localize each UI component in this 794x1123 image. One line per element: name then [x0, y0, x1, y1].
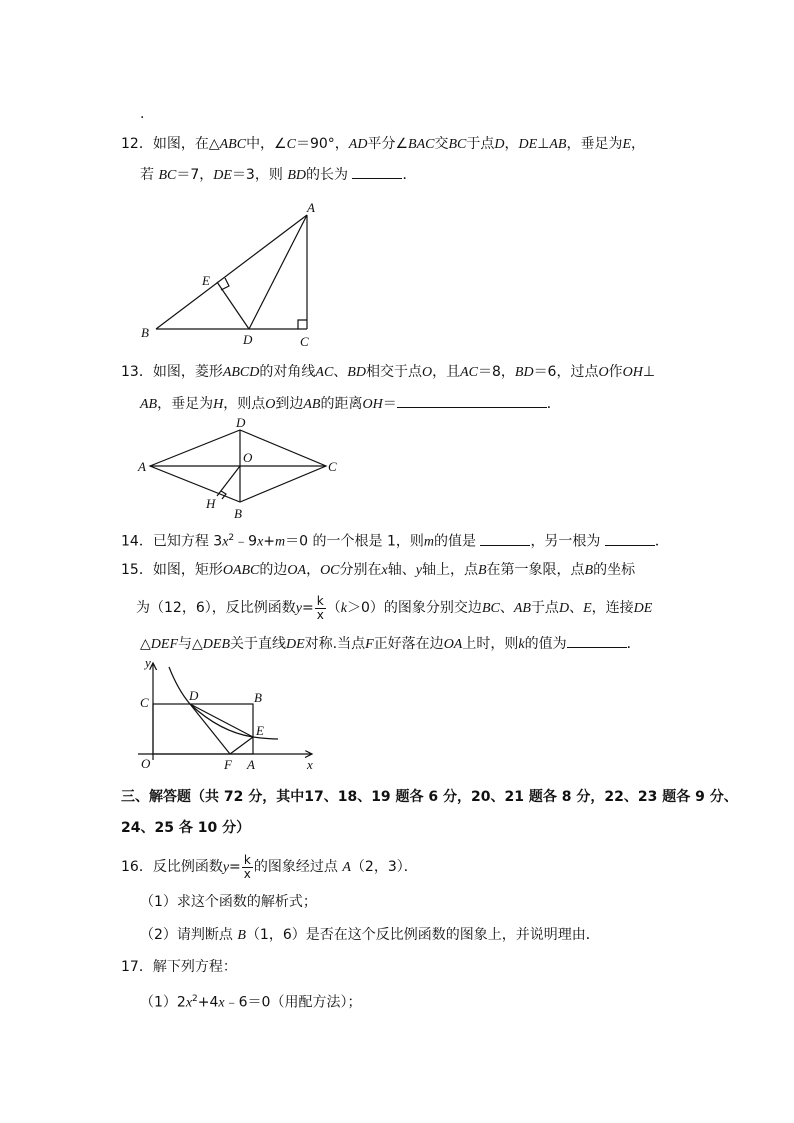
q13-text: ，且 [432, 364, 461, 380]
q12-var: D [494, 137, 505, 152]
q15-var: OA [287, 563, 307, 578]
q13-label-o: O [243, 450, 253, 465]
q15-label-b: B [254, 690, 262, 705]
q15-text: 的边 [259, 562, 288, 578]
q15-var: x [381, 563, 388, 578]
q13-text: ＝8， [477, 364, 515, 380]
q15-text: 为（12，6），反比例函数 [136, 600, 296, 616]
q15-var: k [340, 601, 348, 616]
q15-text: ． [626, 636, 641, 652]
q17-number: 17． [121, 959, 153, 975]
q14-text: ，另一根为 [530, 533, 601, 550]
q15-var: DEF [150, 637, 178, 652]
q12-label-d: D [243, 332, 253, 347]
q13-label-c: C [328, 459, 337, 474]
q13-var: AC [315, 365, 334, 380]
q12-text: ＝7， [176, 167, 214, 183]
q15-var: k [518, 637, 525, 652]
q13-text: 作 [608, 364, 623, 380]
q13-var: OH [622, 365, 643, 380]
q15-label-x: x [307, 757, 313, 772]
q13-label-d: D [236, 415, 246, 430]
q15-var: F [365, 637, 374, 652]
q17-line [121, 957, 237, 977]
q16-var: B [237, 928, 246, 943]
q13-var: OH [362, 397, 383, 412]
q13-label-b: B [234, 506, 242, 521]
q15-text: ，连接 [591, 600, 634, 616]
q15-text: 在第一象限，点 [486, 562, 585, 578]
q13-var: ABCD [222, 365, 260, 380]
q15-var: DEB [202, 637, 230, 652]
q12-label-a: A [307, 200, 315, 215]
q13-text: ． [546, 396, 561, 412]
q15-label-y: y [145, 655, 151, 670]
q12-text: 平分∠ [367, 136, 409, 152]
q15-text: 正好落在边 [373, 636, 444, 652]
q16-text: = [229, 859, 241, 875]
q15-var: OABC [222, 563, 260, 578]
q16-line [121, 853, 418, 882]
q15-text: 的值为 [524, 636, 567, 652]
q14-var: m [275, 534, 286, 550]
q15-var: E [583, 601, 592, 616]
q15-text: 上时，则 [462, 636, 519, 652]
q12-text: 中，∠ [246, 136, 287, 152]
q12-var: AD [348, 137, 368, 152]
q16-number: 16． [121, 859, 153, 875]
q13-label-h: H [206, 496, 216, 511]
q16-part2 [140, 925, 600, 946]
q13-text: 相交于点 [365, 364, 422, 380]
q15-text: 轴上，点 [421, 562, 478, 578]
fraction-numerator: k [315, 595, 326, 609]
q15-text: = [301, 600, 314, 616]
q12-label-e: E [202, 273, 210, 288]
q17-var: x [185, 995, 193, 1011]
q15-label-d: D [189, 688, 199, 703]
q15-text: （ [326, 600, 341, 616]
q13-text: ＝6，过点 [533, 364, 599, 380]
q15-var: B [584, 563, 594, 578]
q12-text: 若 [140, 167, 154, 183]
q15-label-o: O [141, 756, 151, 771]
q17-text: （1）2 [140, 994, 186, 1011]
q17-var: x [218, 995, 225, 1011]
q12-var: E [622, 137, 632, 152]
section3-heading-line2: 24、25 各 10 分） [121, 820, 251, 836]
q13-var: BD [347, 365, 366, 380]
q12-var: BC [448, 137, 467, 152]
q15-label-f: F [224, 757, 232, 772]
q16-text: （1，6）是否在这个反比例函数的图象上，并说明理由． [245, 927, 600, 943]
q15-text: ＞0）的图象分别交边 [347, 600, 482, 616]
q12-number: 12． [121, 136, 153, 152]
q15-text: 如图，矩形 [152, 562, 223, 578]
q15-text: △ [140, 636, 151, 652]
q14-text: + [263, 533, 276, 550]
q12-text: ＝90°， [295, 136, 349, 152]
q12-label-b: B [141, 325, 149, 340]
section3-heading-line1: 三、解答题（共 72 分，其中17、18、19 题各 6 分，20、21 题各 8 分，22、23 题各 9 分、 [121, 789, 738, 805]
q13-text: ⊥ [642, 364, 656, 380]
q17-text: 解下列方程： [152, 959, 237, 975]
q12-var: DE [213, 168, 232, 183]
q17-part1 [140, 989, 361, 1014]
q12-var: ABC [219, 137, 247, 152]
q13-var: AC [460, 365, 478, 380]
q12-var: DE [518, 137, 538, 152]
q12-var: BD [287, 168, 306, 183]
q15-text: 、 [569, 600, 584, 616]
q15-text: 分别在 [339, 562, 382, 578]
q15-var: BC [481, 601, 500, 616]
q15-text: 关于直线 [230, 636, 286, 652]
q14-var: x [222, 534, 229, 550]
q13-var: O [598, 365, 609, 380]
fraction-numerator: k [242, 854, 253, 868]
q13-text: ，垂足为 [157, 396, 214, 412]
q13-text: ＝ [382, 396, 397, 412]
q12-var: BC [158, 168, 177, 183]
q13-var: AB [303, 397, 321, 412]
q15-label-e: E [256, 723, 264, 738]
q12-var: BAC [408, 137, 435, 152]
q15-text: 轴、 [387, 562, 416, 578]
q13-var: O [421, 365, 433, 380]
q12-var: C [286, 137, 296, 152]
q14-number: 14． [121, 533, 153, 550]
q13-text: 、 [333, 364, 348, 380]
q16-var: y [222, 860, 230, 875]
q12-text: ＝3，则 [231, 167, 283, 183]
q14-text: ． [654, 533, 669, 550]
leading-dot: . [140, 106, 145, 122]
q14-var: m [423, 534, 434, 550]
fraction-denominator: x [316, 607, 324, 622]
q15-label-a: A [247, 757, 255, 772]
q13-text: 的距离 [320, 396, 363, 412]
q12-text: ， [631, 136, 646, 152]
q12-text: ， [504, 136, 519, 152]
q16-text: 的图象经过点 [253, 859, 338, 875]
q12-text: 如图，在△ [152, 136, 220, 152]
q15-text: ， [306, 562, 321, 578]
q15-var: DE [286, 637, 305, 652]
q15-var: D [558, 601, 570, 616]
q16-part1: （1）求这个函数的解析式； [140, 894, 317, 910]
q15-var: y [415, 563, 422, 578]
q17-text: ﹣6＝0（用配方法）； [224, 994, 362, 1011]
q16-fraction [242, 854, 253, 881]
q13-var: O [265, 397, 276, 412]
q13-var: BD [514, 365, 534, 380]
q12-label-c: C [300, 334, 309, 349]
q12-var: AB [549, 137, 567, 152]
q15-var: OA [443, 637, 463, 652]
q17-exponent: 2 [192, 994, 198, 1004]
q13-label-a: A [138, 459, 146, 474]
q15-label-c: C [140, 695, 149, 710]
q16-text: （2，3）． [350, 859, 418, 875]
q12-text: ． [402, 167, 417, 183]
q15-text: 对称.当点 [304, 636, 366, 652]
q13-number: 13． [121, 364, 153, 380]
q14-exponent: 2 [228, 533, 235, 543]
q13-text: 的对角线 [259, 364, 316, 380]
q15-text: 、 [499, 600, 514, 616]
q16-text: （2）请判断点 [140, 927, 233, 943]
q12-text: 的长为 [305, 167, 348, 183]
fraction-denominator: x [243, 866, 251, 881]
q14-text: 已知方程 3 [152, 533, 223, 550]
q15-var: B [477, 563, 487, 578]
q13-text: ，则点 [223, 396, 266, 412]
q15-var: OC [320, 563, 340, 578]
q15-var: DE [633, 601, 653, 616]
q13-var: H [213, 397, 224, 412]
q14-text: ﹣9 [234, 533, 258, 550]
q15-var: AB [513, 601, 531, 616]
q17-text: +4 [197, 994, 219, 1011]
q13-text: 到边 [275, 396, 304, 412]
q13-var: AB [140, 397, 158, 412]
q15-var: y [295, 601, 302, 616]
q14-text: 的值是 [433, 533, 476, 550]
q14-text: ＝0 的一个根是 1，则 [285, 533, 424, 550]
q15-text: 的坐标 [593, 562, 636, 578]
q12-text: 交 [434, 136, 449, 152]
q15-number: 15． [121, 562, 153, 578]
q13-text: 如图，菱形 [152, 364, 223, 380]
q15-text: 与△ [178, 636, 203, 652]
q16-var: A [342, 860, 351, 875]
q12-text: ⊥ [537, 136, 550, 152]
q16-text: 反比例函数 [152, 859, 223, 875]
q12-text: ，垂足为 [566, 136, 623, 152]
q14-var: x [257, 534, 264, 550]
q12-text: 于点 [466, 136, 495, 152]
q15-text: 于点 [530, 600, 559, 616]
